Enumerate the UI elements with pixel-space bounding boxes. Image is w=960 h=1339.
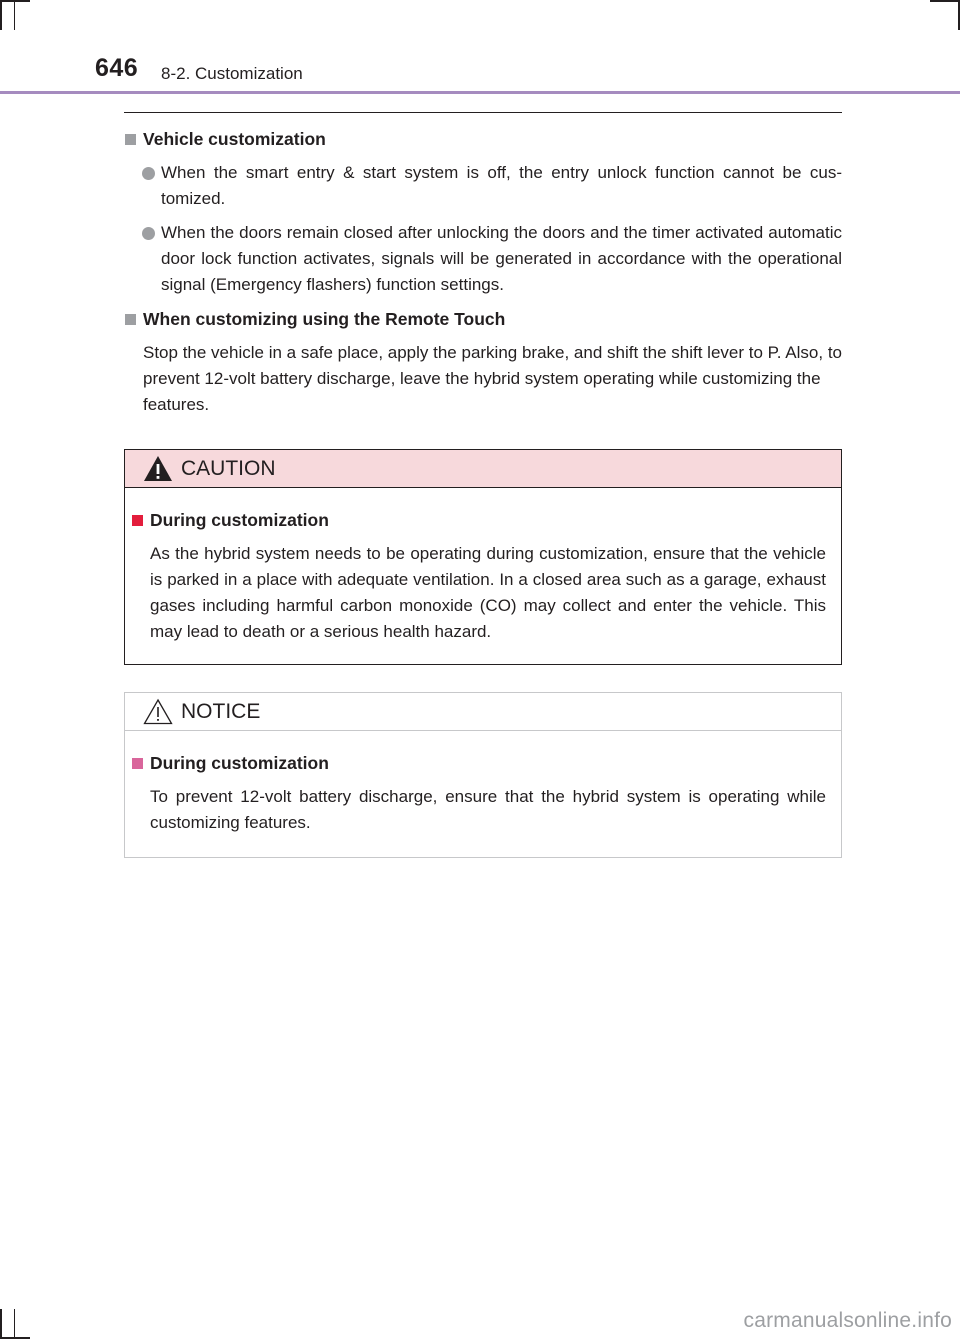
caution-heading — [125, 507, 841, 533]
crop-mark — [0, 1309, 2, 1339]
watermark: carmanualsonline.info — [743, 1309, 952, 1332]
section-heading-label: When customizing using the Remote Touch — [143, 309, 506, 329]
round-bullet-icon — [142, 227, 155, 240]
crop-mark — [14, 0, 15, 30]
caution-heading-label: During customization — [150, 510, 329, 530]
notice-heading — [125, 750, 841, 776]
square-bullet-icon — [132, 758, 143, 769]
crop-mark — [14, 1309, 15, 1339]
page-number: 646 — [95, 54, 139, 82]
content-divider — [124, 112, 842, 113]
notice-text: To prevent 12-volt battery discharge, ensure that the hybrid system is operating while customizing features. — [150, 787, 826, 832]
crop-mark — [930, 0, 960, 2]
caution-text: As the hybrid system needs to be operating during customization, ensure that the vehicle is parked in a place with adequate ventilation. In a closed area such as a garage, exhaust gases including harmful carbon monoxide (CO) may collect and enter the vehicle. This may lead to death or a serious health hazard. — [150, 544, 826, 641]
caution-body — [125, 507, 841, 645]
notice-header — [125, 693, 841, 731]
section-heading-vehicle-customization — [124, 126, 842, 152]
section-title: 8-2. Customization — [161, 64, 303, 83]
section-heading-remote-touch — [124, 306, 842, 332]
caution-title: CAUTION — [181, 457, 276, 480]
notice-box — [124, 692, 842, 858]
notice-heading-label: During customization — [150, 753, 329, 773]
header-divider — [0, 91, 960, 94]
list-item — [124, 220, 842, 298]
warning-triangle-outline-icon — [143, 698, 173, 725]
square-bullet-icon — [125, 134, 136, 145]
paragraph: Stop the vehicle in a safe place, apply the parking brake, and shift the shift lever to P. Also, to prevent 12-volt battery discharge, leave the hybrid system operating while customizing the features. — [143, 343, 843, 414]
round-bullet-icon — [142, 167, 155, 180]
caution-header — [125, 450, 841, 488]
crop-mark — [0, 0, 2, 30]
warning-triangle-icon — [143, 455, 173, 482]
crop-mark — [0, 0, 30, 2]
main-content — [124, 126, 842, 418]
section-heading-label: Vehicle customization — [143, 129, 326, 149]
list-item — [124, 160, 842, 212]
list-item-text: When the smart entry & start system is off, the entry unlock function cannot be cus-tomized. — [161, 163, 842, 208]
caution-box — [124, 449, 842, 665]
square-bullet-icon — [125, 314, 136, 325]
notice-title: NOTICE — [181, 700, 261, 723]
notice-body — [125, 750, 841, 836]
list-item-text: When the doors remain closed after unlocking the doors and the timer activated automatic door lock function activates, signals will be generated in accordance with the operational signal (Emergency flashers) function settings. — [161, 223, 842, 294]
square-bullet-icon — [132, 515, 143, 526]
